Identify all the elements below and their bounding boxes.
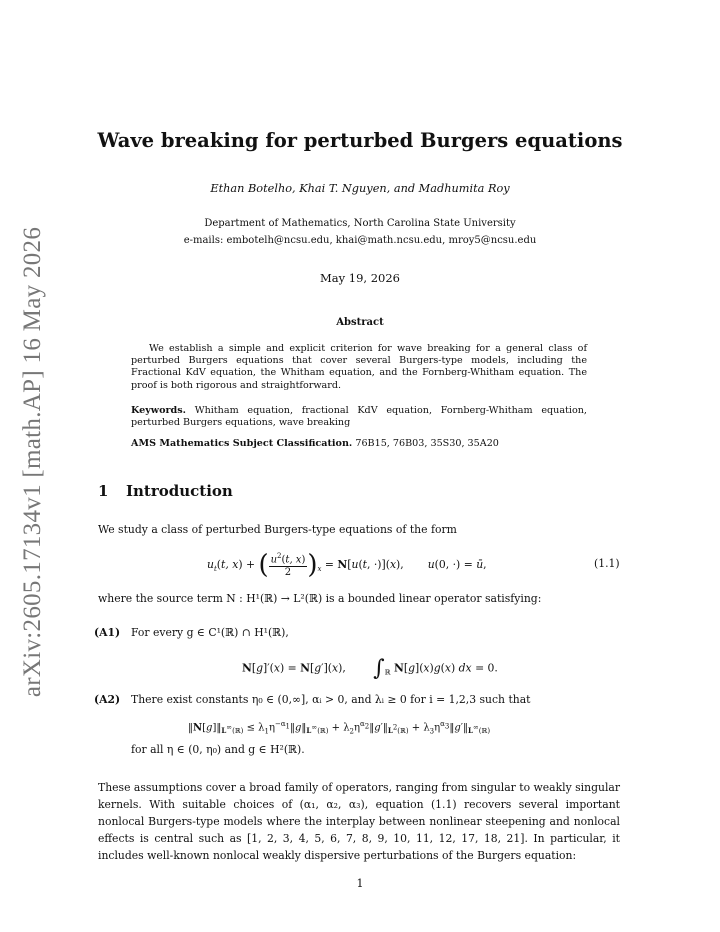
assumption-a2-condition: for all η ∈ (0, η₀) and g ∈ H²(ℝ). [131, 743, 305, 756]
paper-date: May 19, 2026 [320, 271, 400, 285]
assumption-a1 [94, 626, 289, 639]
author-emails: e-mails: embotelh@ncsu.edu, khai@math.ncsu.edu, mroy5@ncsu.edu [183, 235, 537, 246]
assumption-a2-text: There exist constants η₀ ∈ (0,∞], αᵢ > 0, and λᵢ ≥ 0 for i = 1,2,3 such that [131, 693, 531, 706]
page-number: 1 [356, 877, 364, 890]
assumption-a1-tag: (A1) [94, 626, 121, 639]
section-number: 1 [98, 482, 109, 500]
assumption-a1-equation: N[g]′(x) = N[g′](x), $\int_ℝ$ N[g](x)g(x) dx = 0. [242, 656, 498, 681]
equation-1-1: $u_t(t$, x) + ( $\frac{u^2(t, x)}{2}$ )$_x = N[u(t$, ·)](x), u(0, ·) = ū, [207, 550, 487, 580]
author-list: Ethan Botelho, Khai T. Nguyen, and Madhumita Roy [210, 182, 510, 195]
abstract-heading: Abstract [336, 317, 384, 328]
body-paragraph: These assumptions cover a broad family of operators, ranging from singular to weakly singular kernels. With suitable choices of (α₁, α₂, α₃), equation (1.1) recovers several important nonlocal Burgers-type models where the interplay between nonlinear steepening and nonlocal effects is central such as [1, 2, 3, 4, 5, 6, 7, 8, 9, 10, 11, 12, 17, 18, 21]. In particular, it includes well-known nonlocal weakly dispersive perturbations of the Burgers equation: [98, 781, 621, 862]
msc-classification [131, 438, 587, 450]
keywords-label: Keywords. [131, 405, 186, 416]
abstract-body: We establish a simple and explicit criterion for wave breaking for a general class of perturbed Burgers equations that cover several Burgers-type models, including the Fractional KdV equation, the Whitham equation, and the Fornberg-Whitham equation. The proof is both rigorous and straightforward. [131, 343, 587, 391]
affiliation: Department of Mathematics, North Carolina State University [204, 218, 516, 229]
arxiv-identifier: arXiv:2605.17134v1 [math.AP] 16 May 2026 [19, 226, 46, 698]
paper-title: Wave breaking for perturbed Burgers equations [97, 129, 623, 152]
equation-label: (1.1) [594, 557, 620, 570]
intro-sentence: We study a class of perturbed Burgers-type equations of the form [98, 523, 457, 536]
msc-label: AMS Mathematics Subject Classification. [131, 438, 353, 449]
assumption-a2-tag: (A2) [94, 693, 121, 706]
operator-description: where the source term N : H¹(ℝ) → L²(ℝ) is a bounded linear operator satisfying: [98, 592, 542, 605]
assumption-a2-inequality: $‖N[g]‖_{L^\infty(ℝ)}$ ≤ $\lambda_1\eta^{-\alpha_1}‖g‖_{L^\infty(ℝ)}$ + $\lambda_2\eta^{\alpha_2}‖g'‖_{L^2(ℝ)}$ + $\lambda_3\eta^{\alpha_3}‖g'‖_{L^\infty(ℝ)}$ [188, 720, 491, 736]
assumption-a2 [94, 693, 531, 706]
keywords-text: Whitham equation, fractional KdV equation, Fornberg-Whitham equation, perturbed Burgers equations, wave breaking [131, 405, 587, 429]
section-title: Introduction [126, 482, 233, 500]
msc-codes: 76B15, 76B03, 35S30, 35A20 [355, 438, 499, 449]
keywords [131, 405, 587, 429]
section-heading [98, 482, 233, 500]
assumption-a1-text: For every g ∈ C¹(ℝ) ∩ H¹(ℝ), [131, 626, 289, 639]
